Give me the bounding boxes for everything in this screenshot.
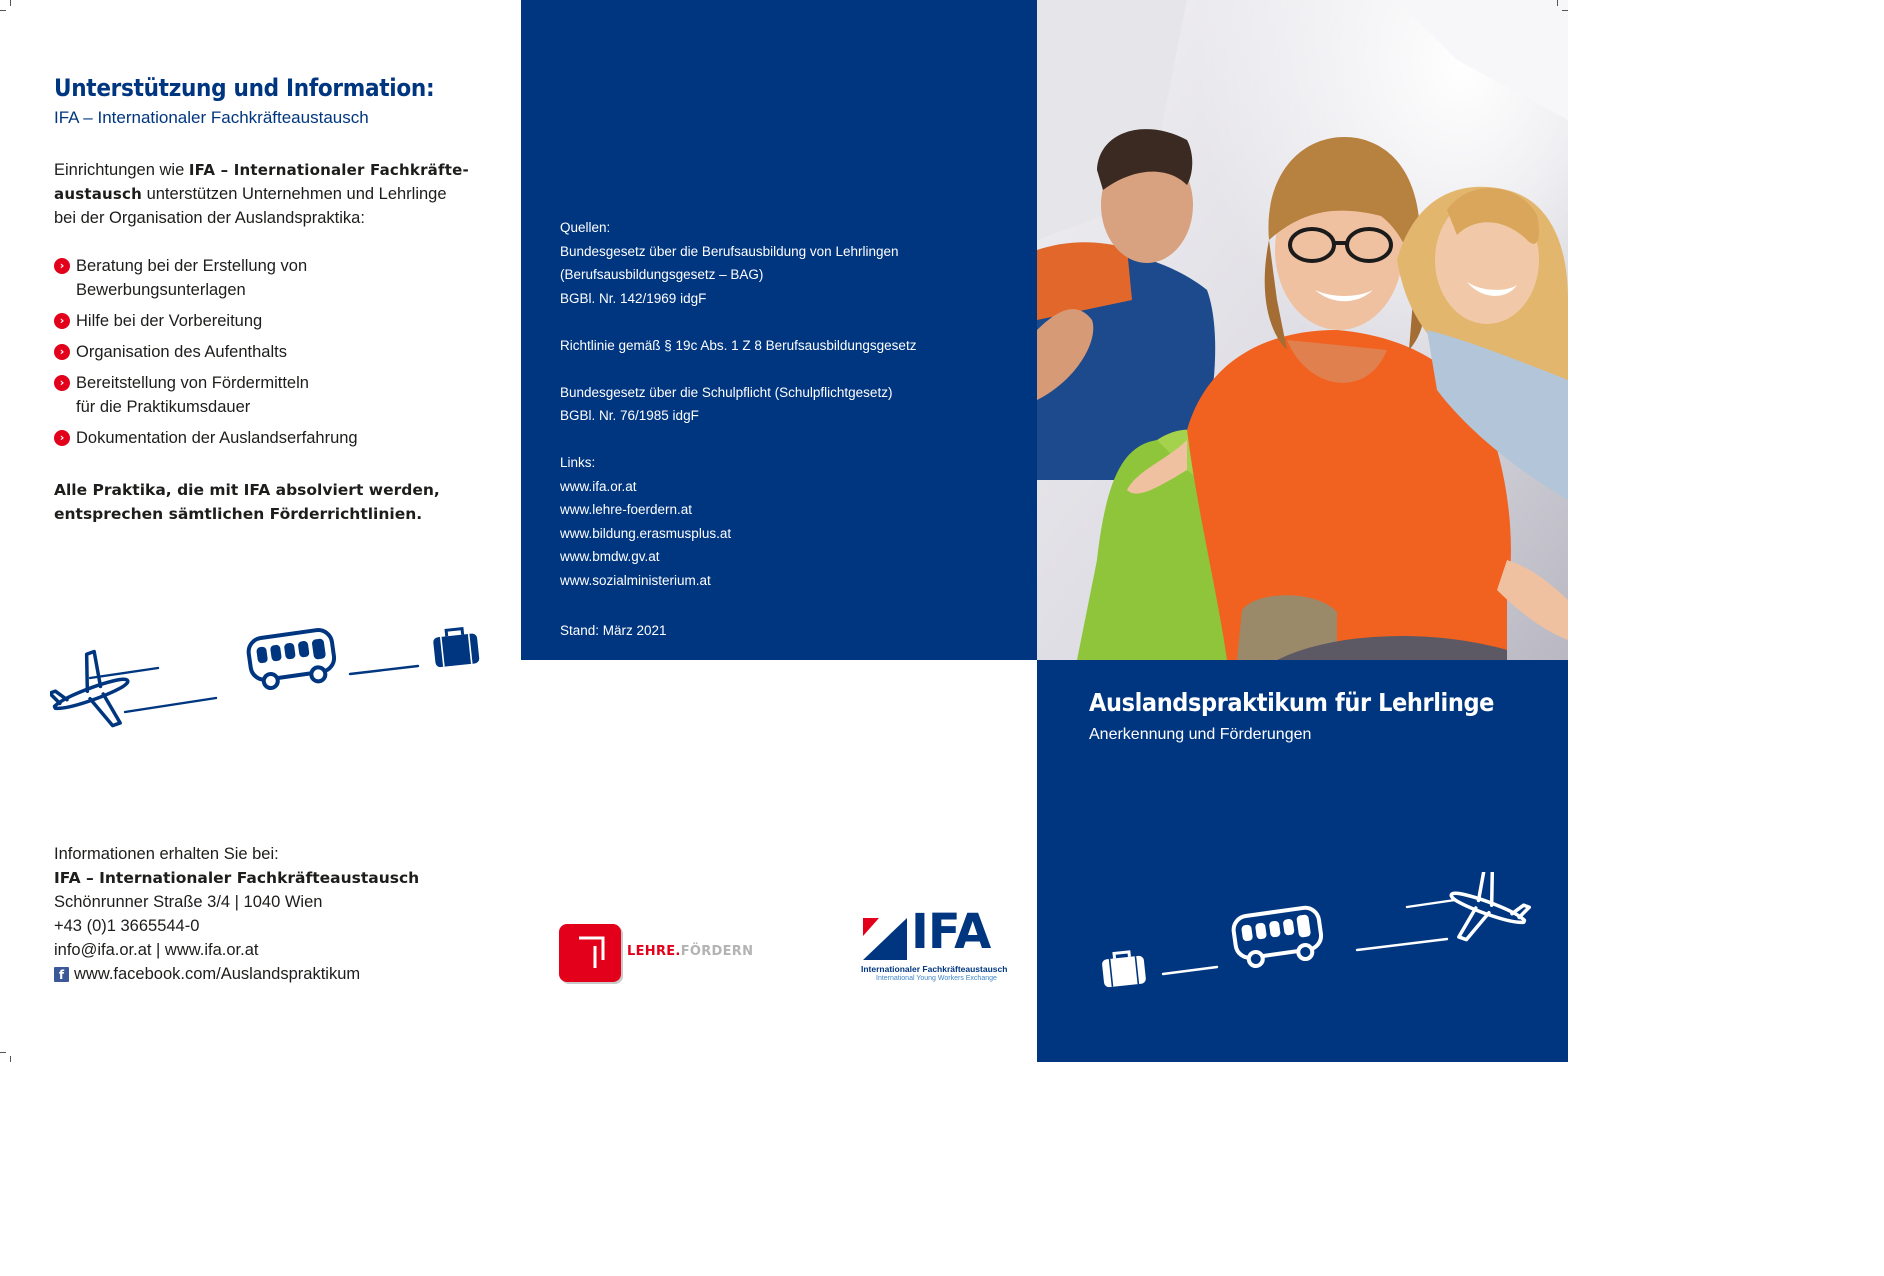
- cover-subtitle: Anerkennung und Förderungen: [1089, 726, 1312, 743]
- lehre-logo-part2: FÖRDERN: [680, 944, 754, 959]
- sources-box: [521, 0, 1037, 660]
- list-item: [54, 426, 484, 450]
- back-panel-middle: [521, 0, 1037, 1062]
- cover-title-block: [1037, 660, 1568, 1062]
- support-subheading: IFA – Internationaler Fachkräfteaustausch: [54, 108, 369, 127]
- statement-line: Alle Praktika, die mit IFA absolviert werden,: [54, 481, 440, 499]
- link-erasmusplus[interactable]: www.bildung.erasmusplus.at: [560, 525, 732, 541]
- crop-mark: [10, 0, 11, 6]
- contact-phone: +43 (0)1 3665544-0: [54, 917, 200, 935]
- ifa-logo-tagline: Internationaler Fachkräfteaustausch: [861, 964, 1008, 974]
- lehre-logo-mark: [559, 924, 621, 982]
- cover-title: Auslandspraktikum für Lehrlinge: [1089, 688, 1495, 717]
- facebook-icon: f: [54, 967, 69, 982]
- ifa-logo-tagline-en: International Young Workers Exchange: [876, 975, 997, 982]
- source-line: BGBl. Nr. 142/1969 idgF: [560, 290, 707, 306]
- intro-text-2: unterstützen Unternehmen und Lehrlinge: [142, 185, 447, 203]
- stand-date: Stand: März 2021: [560, 623, 667, 638]
- list-item-text: Organisation des Aufenthalts: [76, 343, 287, 361]
- chevron-right-icon: ›: [54, 375, 70, 391]
- list-item: [54, 254, 484, 302]
- chevron-right-icon: ›: [54, 313, 70, 329]
- services-list: [54, 254, 484, 457]
- travel-illustration-white: [1095, 872, 1535, 992]
- contact-email-web[interactable]: info@ifa.or.at | www.ifa.or.at: [54, 941, 259, 959]
- ifa-logo-mark: [861, 916, 909, 962]
- cover-photo: [1037, 0, 1568, 660]
- ifa-logo-word: IFA: [911, 904, 991, 960]
- facebook-link[interactable]: www.facebook.com/Auslandspraktikum: [74, 965, 361, 983]
- support-heading: Unterstützung und Information:: [54, 74, 435, 102]
- source-line: Bundesgesetz über die Berufsausbildung von Lehrlingen: [560, 243, 899, 259]
- crop-mark: [0, 1052, 6, 1053]
- contact-block: [54, 842, 494, 986]
- statement-line: entsprechen sämtlichen Förderrichtlinien.: [54, 505, 423, 523]
- bus-icon: [247, 628, 337, 690]
- list-item: [54, 371, 484, 419]
- airplane-icon: [1439, 872, 1535, 956]
- list-item-text: für die Praktikumsdauer: [76, 398, 251, 416]
- funding-statement: [54, 478, 494, 526]
- link-ifa[interactable]: www.ifa.or.at: [560, 478, 637, 494]
- intro-org-name-cont: austausch: [54, 185, 142, 203]
- intro-paragraph: [54, 158, 494, 230]
- chevron-right-icon: ›: [54, 430, 70, 446]
- intro-org-name: IFA – Internationaler Fachkräfte-: [188, 161, 469, 179]
- link-sozialministerium[interactable]: www.sozialministerium.at: [560, 572, 711, 588]
- link-bmdw[interactable]: www.bmdw.gv.at: [560, 549, 660, 564]
- crop-mark: [0, 10, 6, 11]
- list-item-text: Dokumentation der Auslandserfahrung: [76, 429, 358, 447]
- list-item-text: Beratung bei der Erstellung von: [76, 257, 308, 275]
- lehre-logo-part1: LEHRE.: [627, 944, 681, 959]
- travel-illustration: [50, 622, 490, 742]
- crop-mark: [1557, 0, 1558, 6]
- sources-list: [560, 216, 1020, 643]
- list-item: [54, 340, 484, 364]
- contact-intro: Informationen erhalten Sie bei:: [54, 845, 279, 863]
- list-item: [54, 309, 484, 333]
- crop-mark: [10, 1056, 11, 1062]
- back-panel-left: [0, 0, 521, 1062]
- source-line: Richtlinie gemäß § 19c Abs. 1 Z 8 Berufsausbildungsgesetz: [560, 337, 917, 353]
- facebook-row[interactable]: [54, 962, 494, 986]
- source-line: (Berufsausbildungsgesetz – BAG): [560, 267, 764, 282]
- cover-panel: [1037, 0, 1568, 1062]
- airplane-icon: [50, 644, 140, 742]
- chevron-right-icon: ›: [54, 344, 70, 360]
- intro-text: Einrichtungen wie: [54, 161, 189, 179]
- list-item-text: Hilfe bei der Vorbereitung: [76, 312, 263, 330]
- links-label: Links:: [560, 455, 596, 470]
- chevron-right-icon: ›: [54, 258, 70, 274]
- suitcase-icon: [432, 627, 480, 667]
- crop-mark: [1562, 10, 1568, 11]
- list-item-text: Bewerbungsunterlagen: [76, 281, 246, 299]
- list-item-text: Bereitstellung von Fördermitteln: [76, 374, 309, 392]
- lehre-foerdern-logo: [559, 922, 754, 984]
- bus-icon: [1232, 906, 1324, 968]
- contact-org: IFA – Internationaler Fachkräfteaustausch: [54, 869, 420, 887]
- source-line: Bundesgesetz über die Schulpflicht (Schulpflichtgesetz): [560, 384, 893, 400]
- suitcase-icon: [1101, 950, 1146, 987]
- source-line: BGBl. Nr. 76/1985 idgF: [560, 408, 699, 423]
- sources-label: Quellen:: [560, 220, 611, 235]
- lehre-logo-text: [627, 944, 753, 959]
- link-lehre-foerdern[interactable]: www.lehre-foerdern.at: [560, 502, 693, 517]
- contact-address: Schönrunner Straße 3/4 | 1040 Wien: [54, 893, 323, 911]
- intro-text-3: bei der Organisation der Auslandspraktika:: [54, 209, 365, 227]
- ifa-logo: [861, 904, 1008, 986]
